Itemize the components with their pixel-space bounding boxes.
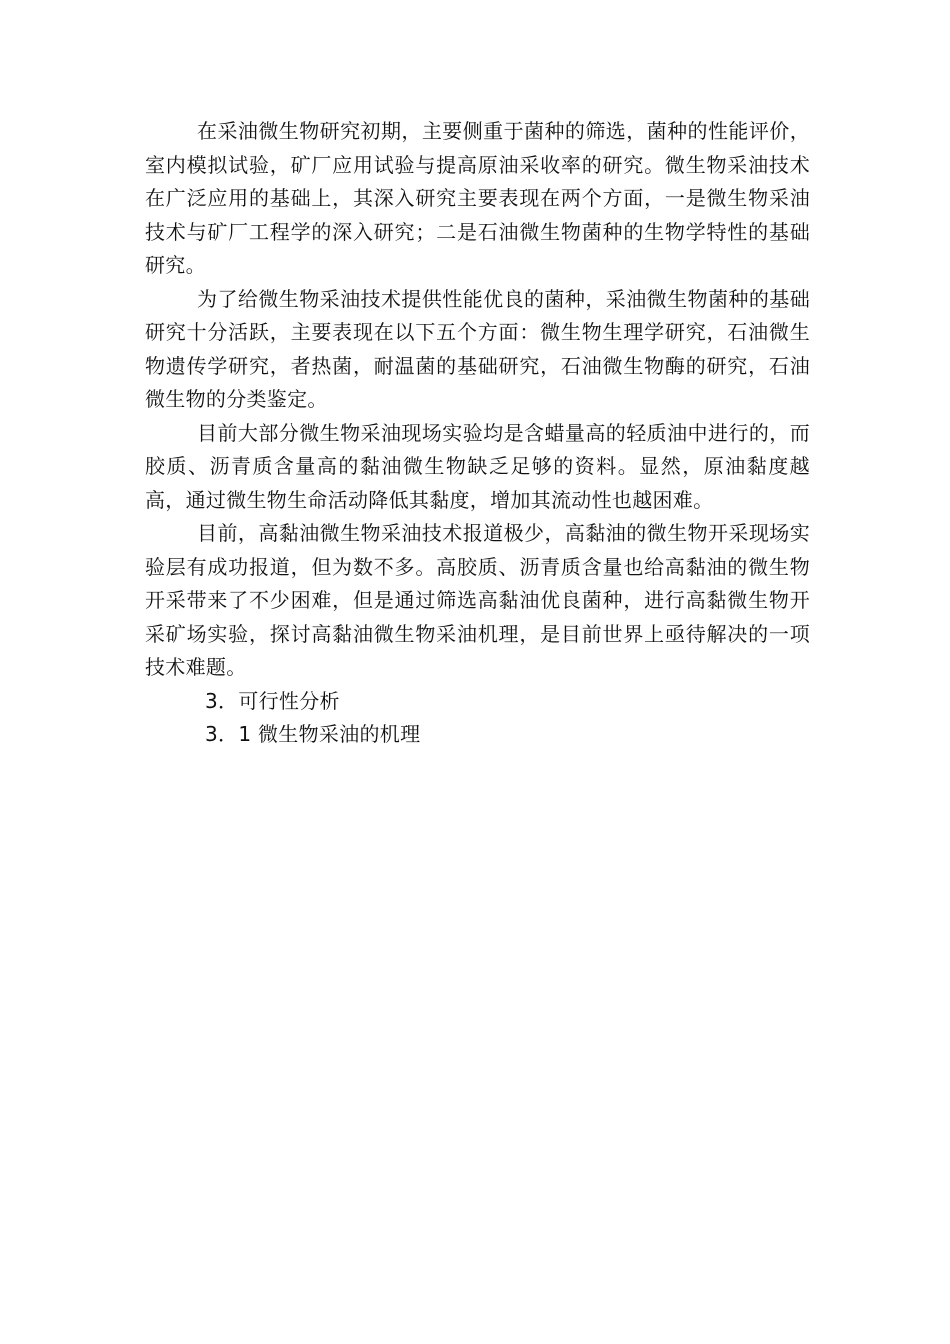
paragraph-high-viscosity-oil: 目前，高黏油微生物采油技术报道极少，高黏油的微生物开采现场实验层有成功报道，但为数不多。高胶质、沥青质含量也给高黏油的微生物开采带来了不少困难，但是通过筛选高黏油优良菌种，进行高黏微生物开采矿场实验，探讨高黏油微生物采油机理，是目前世界上亟待解决的一项技术难题。	[145, 521, 810, 679]
subsection-heading-mechanism: 3．1 微生物采油的机理	[205, 722, 421, 746]
paragraph-light-oil-experiments: 目前大部分微生物采油现场实验均是含蜡量高的轻质油中进行的，而胶质、沥青质含量高的黏油微生物缺乏足够的资料。显然，原油黏度越高，通过微生物生命活动降低其黏度，增加其流动性也越困难。	[145, 420, 810, 512]
section-heading-feasibility: 3．可行性分析	[205, 688, 340, 713]
document-body	[145, 115, 810, 752]
paragraph-research-early-stage: 在采油微生物研究初期，主要侧重于菌种的筛选，菌种的性能评价，室内模拟试验，矿厂应用试验与提高原油采收率的研究。微生物采油技术在广泛应用的基础上，其深入研究主要表现在两个方面，一是微生物采油技术与矿厂工程学的深入研究；二是石油微生物菌种的生物学特性的基础研究。	[145, 119, 810, 277]
paragraph-strain-basic-research: 为了给微生物采油技术提供性能优良的菌种，采油微生物菌种的基础研究十分活跃，主要表现在以下五个方面：微生物生理学研究，石油微生物遗传学研究，者热菌，耐温菌的基础研究，石油微生物酶的研究，石油微生物的分类鉴定。	[145, 286, 810, 411]
